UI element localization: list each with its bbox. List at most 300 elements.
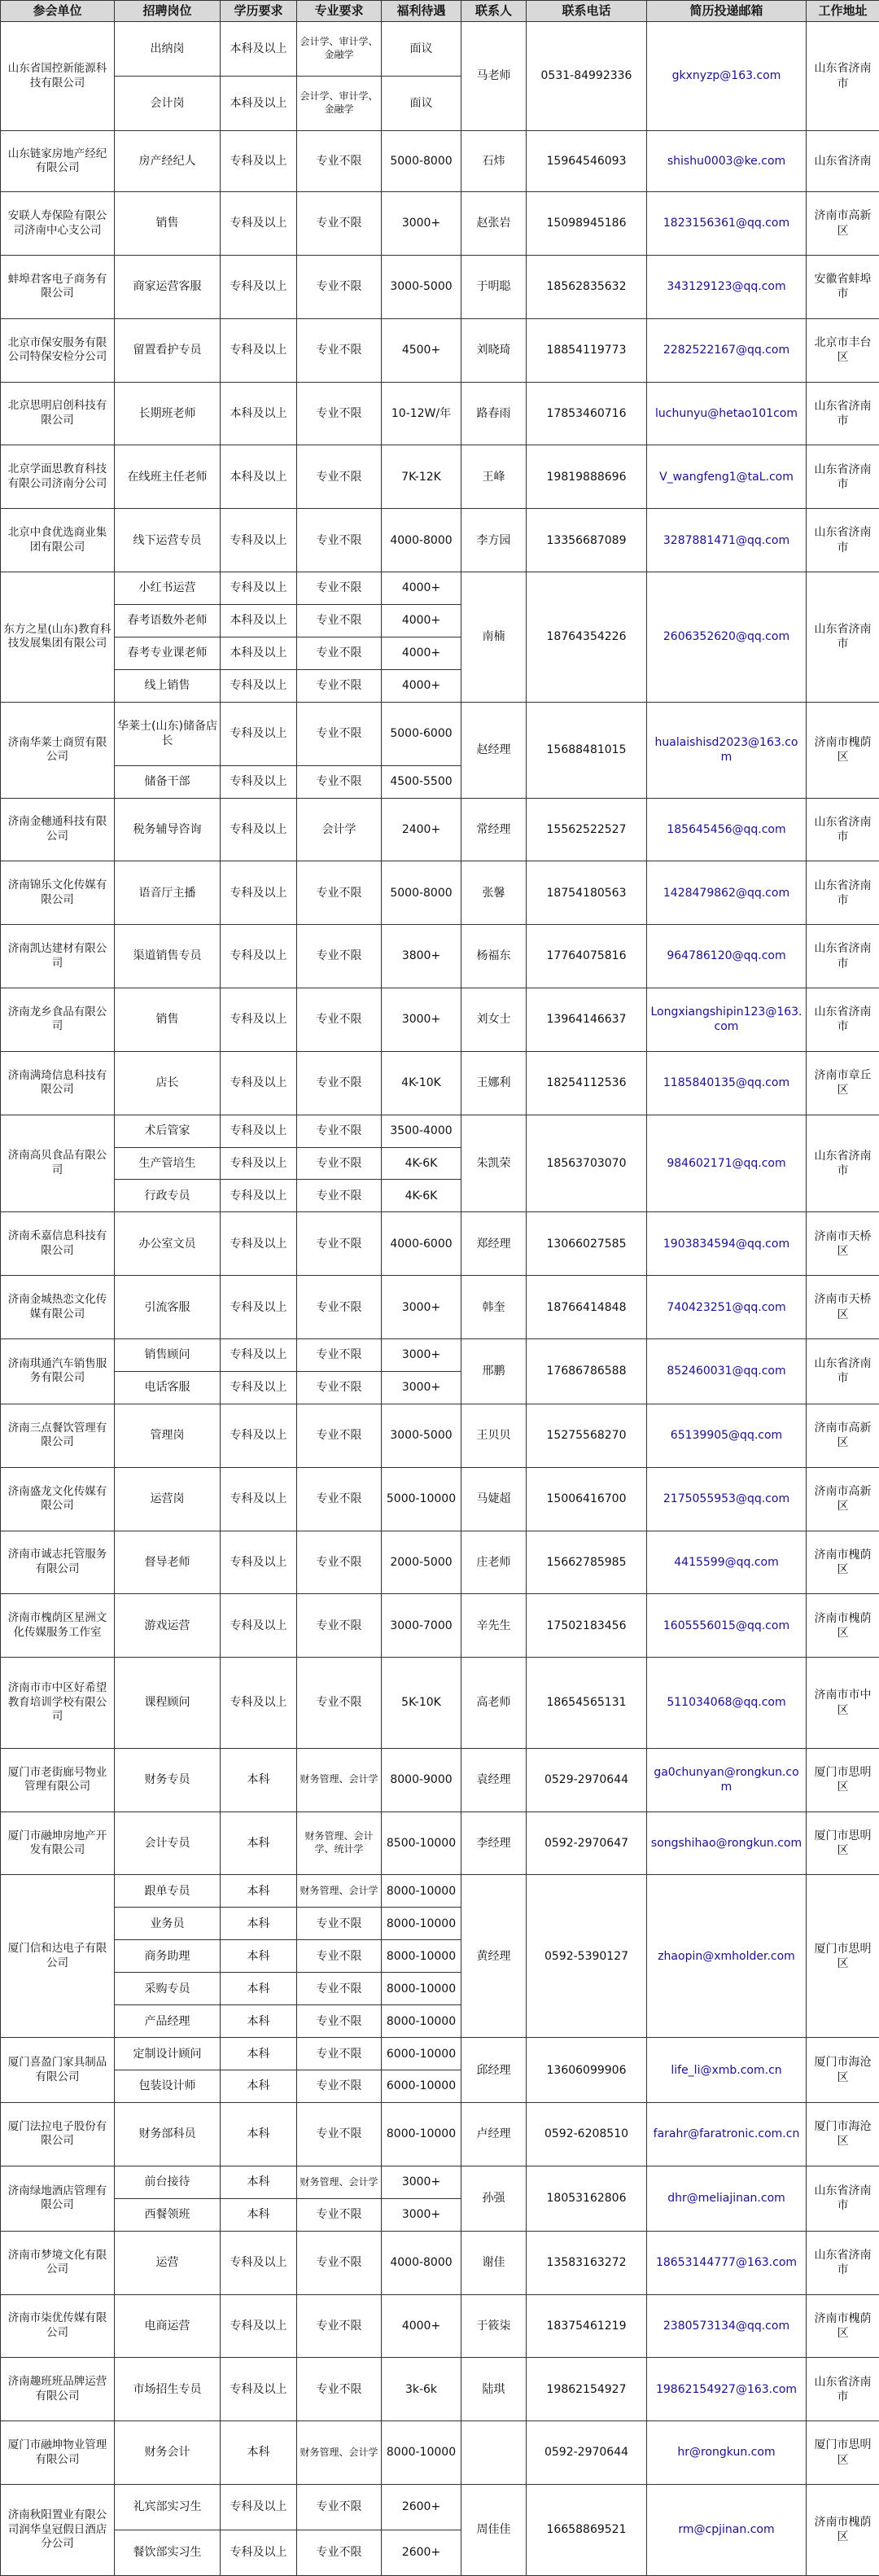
major-requirement: 专业不限 bbox=[297, 925, 382, 988]
job-position: 在线班主任老师 bbox=[115, 445, 221, 509]
work-location: 济南市槐荫区 bbox=[807, 1594, 879, 1658]
job-position: 小红书运营 bbox=[115, 572, 221, 605]
major-requirement: 专业不限 bbox=[297, 1276, 382, 1339]
contact-phone: 0592-2970644 bbox=[527, 2421, 647, 2485]
work-location: 山东省济南 bbox=[807, 131, 879, 192]
work-location: 厦门市思明区 bbox=[807, 1812, 879, 1875]
salary: 3000+ bbox=[382, 1371, 461, 1404]
company-name: 蚌埠君客电子商务有限公司 bbox=[1, 255, 115, 318]
contact-phone: 15964546093 bbox=[527, 131, 647, 192]
table-row bbox=[1, 22, 879, 77]
major-requirement: 专业不限 bbox=[297, 669, 382, 702]
work-location: 济南市槐荫区 bbox=[807, 2294, 879, 2358]
job-position: 长期班老师 bbox=[115, 382, 221, 445]
resume-email[interactable]: 19862154927@163.com bbox=[647, 2358, 807, 2421]
major-requirement: 专业不限 bbox=[297, 2484, 382, 2530]
salary: 4K-6K bbox=[382, 1180, 461, 1212]
job-position: 华莱士(山东)储备店长 bbox=[115, 702, 221, 765]
table-row bbox=[1, 1531, 879, 1594]
salary: 5000-8000 bbox=[382, 131, 461, 192]
education-requirement: 专科及以上 bbox=[221, 1658, 297, 1749]
contact-phone: 17764075816 bbox=[527, 925, 647, 988]
contact-phone: 18654565131 bbox=[527, 1658, 647, 1749]
work-location: 厦门市思明区 bbox=[807, 1875, 879, 2038]
work-location: 济南市高新区 bbox=[807, 1404, 879, 1467]
education-requirement: 本科及以上 bbox=[221, 22, 297, 77]
work-location: 山东省济南市 bbox=[807, 572, 879, 703]
company-name: 厦门市老街廊号物业管理有限公司 bbox=[1, 1748, 115, 1812]
salary: 5000-10000 bbox=[382, 1467, 461, 1531]
salary: 2600+ bbox=[382, 2530, 461, 2575]
table-row bbox=[1, 131, 879, 192]
resume-email[interactable]: luchunyu@hetao101com bbox=[647, 382, 807, 445]
resume-email[interactable]: 185645456@qq.com bbox=[647, 798, 807, 861]
education-requirement: 专科及以上 bbox=[221, 255, 297, 318]
job-position: 税务辅导咨询 bbox=[115, 798, 221, 861]
job-position: 财务会计 bbox=[115, 2421, 221, 2485]
contact-person: 韩奎 bbox=[461, 1276, 527, 1339]
company-name: 济南市市中区好希望教育培训学校有限公司 bbox=[1, 1658, 115, 1749]
company-name: 济南市梦境文化有限公司 bbox=[1, 2231, 115, 2294]
table-row bbox=[1, 1812, 879, 1875]
resume-email[interactable]: ga0chunyan@rongkun.com bbox=[647, 1748, 807, 1812]
education-requirement: 专科及以上 bbox=[221, 988, 297, 1051]
table-row bbox=[1, 445, 879, 509]
contact-phone: 13964146637 bbox=[527, 988, 647, 1051]
company-name: 济南凯达建材有限公司 bbox=[1, 925, 115, 988]
company-name: 济南绿地酒店管理有限公司 bbox=[1, 2166, 115, 2231]
job-position: 管理岗 bbox=[115, 1404, 221, 1467]
company-name: 厦门市融坤物业管理有限公司 bbox=[1, 2421, 115, 2485]
education-requirement: 专科及以上 bbox=[221, 702, 297, 765]
contact-phone: 17853460716 bbox=[527, 382, 647, 445]
company-name: 厦门喜盈门家具制品有限公司 bbox=[1, 2038, 115, 2103]
table-row bbox=[1, 2358, 879, 2421]
education-requirement: 专科及以上 bbox=[221, 2530, 297, 2575]
work-location: 厦门市思明区 bbox=[807, 1748, 879, 1812]
education-requirement: 本科 bbox=[221, 2070, 297, 2103]
education-requirement: 本科及以上 bbox=[221, 604, 297, 637]
table-row bbox=[1, 192, 879, 256]
contact-person: 于明聪 bbox=[461, 255, 527, 318]
education-requirement: 本科及以上 bbox=[221, 77, 297, 131]
table-row bbox=[1, 1404, 879, 1467]
contact-phone: 13583163272 bbox=[527, 2231, 647, 2294]
job-position: 市场招生专员 bbox=[115, 2358, 221, 2421]
major-requirement: 专业不限 bbox=[297, 1339, 382, 1372]
work-location: 山东省济南市 bbox=[807, 445, 879, 509]
resume-email[interactable]: hualaishisd2023@163.com bbox=[647, 702, 807, 798]
major-requirement: 专业不限 bbox=[297, 1180, 382, 1212]
contact-person: 郑经理 bbox=[461, 1212, 527, 1276]
major-requirement: 专业不限 bbox=[297, 765, 382, 798]
contact-phone: 0592-5390127 bbox=[527, 1875, 647, 2038]
major-requirement: 专业不限 bbox=[297, 1908, 382, 1940]
resume-email[interactable]: 964786120@qq.com bbox=[647, 925, 807, 988]
job-position: 语音厅主播 bbox=[115, 861, 221, 925]
company-name: 厦门法拉电子股份有限公司 bbox=[1, 2103, 115, 2166]
education-requirement: 专科及以上 bbox=[221, 1339, 297, 1372]
resume-email[interactable]: 2175055953@qq.com bbox=[647, 1467, 807, 1531]
resume-email[interactable]: 2380573134@qq.com bbox=[647, 2294, 807, 2358]
resume-email[interactable]: 2606352620@qq.com bbox=[647, 572, 807, 703]
company-name: 济南市槐荫区星洲文化传媒服务工作室 bbox=[1, 1594, 115, 1658]
resume-email[interactable]: hr@rongkun.com bbox=[647, 2421, 807, 2485]
major-requirement: 专业不限 bbox=[297, 1404, 382, 1467]
job-position: 留置看护专员 bbox=[115, 318, 221, 382]
company-name: 安联人寿保险有限公司济南中心支公司 bbox=[1, 192, 115, 256]
education-requirement: 专科及以上 bbox=[221, 1531, 297, 1594]
contact-phone: 18053162806 bbox=[527, 2166, 647, 2231]
company-name: 北京学面思教育科技有限公司济南分公司 bbox=[1, 445, 115, 509]
salary: 4000+ bbox=[382, 604, 461, 637]
resume-email[interactable]: 65139905@qq.com bbox=[647, 1404, 807, 1467]
job-position: 春考语数外老师 bbox=[115, 604, 221, 637]
salary: 8000-10000 bbox=[382, 1875, 461, 1908]
salary: 8500-10000 bbox=[382, 1812, 461, 1875]
education-requirement: 本科 bbox=[221, 2103, 297, 2166]
education-requirement: 专科及以上 bbox=[221, 669, 297, 702]
company-name: 厦门信和达电子有限公司 bbox=[1, 1875, 115, 2038]
company-name: 济南琪通汽车销售服务有限公司 bbox=[1, 1339, 115, 1404]
education-requirement: 专科及以上 bbox=[221, 1115, 297, 1147]
salary: 4K-10K bbox=[382, 1051, 461, 1115]
education-requirement: 专科及以上 bbox=[221, 861, 297, 925]
company-name: 山东省国控新能源科技有限公司 bbox=[1, 22, 115, 131]
education-requirement: 本科及以上 bbox=[221, 445, 297, 509]
contact-phone: 15098945186 bbox=[527, 192, 647, 256]
company-name: 济南禾嘉信息科技有限公司 bbox=[1, 1212, 115, 1276]
contact-phone: 18254112536 bbox=[527, 1051, 647, 1115]
major-requirement: 专业不限 bbox=[297, 131, 382, 192]
major-requirement: 专业不限 bbox=[297, 2530, 382, 2575]
education-requirement: 专科及以上 bbox=[221, 2231, 297, 2294]
work-location: 厦门市思明区 bbox=[807, 2421, 879, 2485]
resume-email[interactable]: rm@cpjinan.com bbox=[647, 2484, 807, 2575]
job-position: 财务专员 bbox=[115, 1748, 221, 1812]
resume-email[interactable]: 852460031@qq.com bbox=[647, 1339, 807, 1404]
job-position: 出纳岗 bbox=[115, 22, 221, 77]
resume-email[interactable]: 2282522167@qq.com bbox=[647, 318, 807, 382]
work-location: 山东省济南市 bbox=[807, 2358, 879, 2421]
education-requirement: 本科 bbox=[221, 1748, 297, 1812]
major-requirement: 专业不限 bbox=[297, 255, 382, 318]
work-location: 山东省济南市 bbox=[807, 2166, 879, 2231]
job-position: 术后管家 bbox=[115, 1115, 221, 1147]
resume-email[interactable]: 1605556015@qq.com bbox=[647, 1594, 807, 1658]
contact-phone: 18854119773 bbox=[527, 318, 647, 382]
salary: 4000-6000 bbox=[382, 1212, 461, 1276]
salary: 4500+ bbox=[382, 318, 461, 382]
resume-email[interactable]: 511034068@qq.com bbox=[647, 1658, 807, 1749]
education-requirement: 专科及以上 bbox=[221, 572, 297, 605]
major-requirement: 专业不限 bbox=[297, 382, 382, 445]
salary: 8000-10000 bbox=[382, 1908, 461, 1940]
job-position: 课程顾问 bbox=[115, 1658, 221, 1749]
table-row bbox=[1, 2166, 879, 2198]
work-location: 山东省济南市 bbox=[807, 861, 879, 925]
salary: 3000+ bbox=[382, 1276, 461, 1339]
contact-person: 路春雨 bbox=[461, 382, 527, 445]
salary: 10-12W/年 bbox=[382, 382, 461, 445]
contact-person: 卢经理 bbox=[461, 2103, 527, 2166]
work-location: 山东省济南市 bbox=[807, 988, 879, 1051]
contact-phone: 17502183456 bbox=[527, 1594, 647, 1658]
resume-email[interactable]: farahr@faratronic.com.cn bbox=[647, 2103, 807, 2166]
resume-email[interactable]: 4415599@qq.com bbox=[647, 1531, 807, 1594]
salary: 2600+ bbox=[382, 2484, 461, 2530]
major-requirement: 专业不限 bbox=[297, 1467, 382, 1531]
company-name: 济南市柒优传媒有限公司 bbox=[1, 2294, 115, 2358]
company-name: 济南高贝食品有限公司 bbox=[1, 1115, 115, 1212]
education-requirement: 专科及以上 bbox=[221, 1180, 297, 1212]
work-location: 北京市丰台区 bbox=[807, 318, 879, 382]
work-location: 济南市章丘区 bbox=[807, 1051, 879, 1115]
education-requirement: 本科及以上 bbox=[221, 382, 297, 445]
major-requirement: 财务管理、会计学 bbox=[297, 1875, 382, 1908]
job-position: 定制设计顾问 bbox=[115, 2038, 221, 2070]
education-requirement: 专科及以上 bbox=[221, 1276, 297, 1339]
contact-person: 朱凯荣 bbox=[461, 1115, 527, 1212]
table-row bbox=[1, 1748, 879, 1812]
major-requirement: 专业不限 bbox=[297, 1371, 382, 1404]
table-row bbox=[1, 1115, 879, 1147]
work-location: 济南市槐荫区 bbox=[807, 1531, 879, 1594]
table-row bbox=[1, 1339, 879, 1372]
job-position: 会计专员 bbox=[115, 1812, 221, 1875]
contact-person: 邱经理 bbox=[461, 2038, 527, 2103]
education-requirement: 专科及以上 bbox=[221, 1147, 297, 1180]
resume-email[interactable]: 3287881471@qq.com bbox=[647, 509, 807, 572]
table-row bbox=[1, 2103, 879, 2166]
company-name: 济南三点餐饮管理有限公司 bbox=[1, 1404, 115, 1467]
company-name: 济南市诚志托管服务有限公司 bbox=[1, 1531, 115, 1594]
major-requirement: 专业不限 bbox=[297, 1973, 382, 2005]
salary: 2400+ bbox=[382, 798, 461, 861]
job-position: 礼宾部实习生 bbox=[115, 2484, 221, 2530]
salary: 3000-5000 bbox=[382, 1404, 461, 1467]
education-requirement: 专科及以上 bbox=[221, 1594, 297, 1658]
company-name: 济南锦乐文化传媒有限公司 bbox=[1, 861, 115, 925]
job-position: 西餐领班 bbox=[115, 2198, 221, 2231]
work-location: 山东省济南市 bbox=[807, 925, 879, 988]
contact-person: 马老师 bbox=[461, 22, 527, 131]
major-requirement: 专业不限 bbox=[297, 1940, 382, 1973]
contact-phone: 0592-6208510 bbox=[527, 2103, 647, 2166]
major-requirement: 专业不限 bbox=[297, 2358, 382, 2421]
contact-phone: 15275568270 bbox=[527, 1404, 647, 1467]
contact-person: 赵经理 bbox=[461, 702, 527, 798]
contact-phone: 0531-84992336 bbox=[527, 22, 647, 131]
resume-email[interactable]: 343129123@qq.com bbox=[647, 255, 807, 318]
major-requirement: 会计学、审计学、金融学 bbox=[297, 77, 382, 131]
resume-email[interactable]: 18653144777@163.com bbox=[647, 2231, 807, 2294]
contact-phone: 15006416700 bbox=[527, 1467, 647, 1531]
table-row bbox=[1, 1276, 879, 1339]
resume-email[interactable]: V_wangfeng1@taL.com bbox=[647, 445, 807, 509]
contact-person: 于筱柒 bbox=[461, 2294, 527, 2358]
major-requirement: 会计学、审计学、金融学 bbox=[297, 22, 382, 77]
education-requirement: 本科 bbox=[221, 2166, 297, 2198]
contact-person: 袁经理 bbox=[461, 1748, 527, 1812]
resume-email[interactable]: 1428479862@qq.com bbox=[647, 861, 807, 925]
contact-phone: 15562522527 bbox=[527, 798, 647, 861]
major-requirement: 专业不限 bbox=[297, 2038, 382, 2070]
contact-person: 刘女士 bbox=[461, 988, 527, 1051]
salary: 3k-6k bbox=[382, 2358, 461, 2421]
salary: 5000-6000 bbox=[382, 702, 461, 765]
contact-person: 石炜 bbox=[461, 131, 527, 192]
education-requirement: 专科及以上 bbox=[221, 318, 297, 382]
job-position: 线上销售 bbox=[115, 669, 221, 702]
resume-email[interactable]: dhr@meliajinan.com bbox=[647, 2166, 807, 2231]
contact-person: 李经理 bbox=[461, 1812, 527, 1875]
education-requirement: 专科及以上 bbox=[221, 192, 297, 256]
contact-person: 邢鹏 bbox=[461, 1339, 527, 1404]
contact-phone: 18764354226 bbox=[527, 572, 647, 703]
job-position: 电话客服 bbox=[115, 1371, 221, 1404]
education-requirement: 本科 bbox=[221, 1908, 297, 1940]
resume-email[interactable]: 1823156361@qq.com bbox=[647, 192, 807, 256]
contact-phone: 13066027585 bbox=[527, 1212, 647, 1276]
contact-phone: 19819888696 bbox=[527, 445, 647, 509]
header-major: 专业要求 bbox=[297, 1, 382, 22]
education-requirement: 专科及以上 bbox=[221, 765, 297, 798]
major-requirement: 专业不限 bbox=[297, 1212, 382, 1276]
resume-email[interactable]: 1185840135@qq.com bbox=[647, 1051, 807, 1115]
table-row bbox=[1, 798, 879, 861]
work-location: 山东省济南市 bbox=[807, 509, 879, 572]
work-location: 济南市高新区 bbox=[807, 192, 879, 256]
major-requirement: 财务管理、会计学 bbox=[297, 2166, 382, 2198]
header-salary: 福利待遇 bbox=[382, 1, 461, 22]
work-location: 济南市槐荫区 bbox=[807, 702, 879, 798]
company-name: 北京市保安服务有限公司特保安检分公司 bbox=[1, 318, 115, 382]
job-position: 销售 bbox=[115, 192, 221, 256]
salary: 4K-6K bbox=[382, 1147, 461, 1180]
contact-phone: 0592-2970647 bbox=[527, 1812, 647, 1875]
header-education: 学历要求 bbox=[221, 1, 297, 22]
contact-phone: 18766414848 bbox=[527, 1276, 647, 1339]
education-requirement: 本科 bbox=[221, 1812, 297, 1875]
education-requirement: 专科及以上 bbox=[221, 1467, 297, 1531]
company-name: 山东链家房地产经纪有限公司 bbox=[1, 131, 115, 192]
salary: 4000+ bbox=[382, 2294, 461, 2358]
table-row bbox=[1, 1051, 879, 1115]
table-row bbox=[1, 861, 879, 925]
job-position: 储备干部 bbox=[115, 765, 221, 798]
salary: 2000-5000 bbox=[382, 1531, 461, 1594]
major-requirement: 专业不限 bbox=[297, 1147, 382, 1180]
job-position: 运营岗 bbox=[115, 1467, 221, 1531]
job-position: 业务员 bbox=[115, 1908, 221, 1940]
job-position: 产品经理 bbox=[115, 2005, 221, 2038]
education-requirement: 本科 bbox=[221, 2198, 297, 2231]
salary: 7K-12K bbox=[382, 445, 461, 509]
header-phone: 联系电话 bbox=[527, 1, 647, 22]
work-location: 厦门市海沧区 bbox=[807, 2038, 879, 2103]
contact-phone: 0529-2970644 bbox=[527, 1748, 647, 1812]
resume-email[interactable]: 740423251@qq.com bbox=[647, 1276, 807, 1339]
header-email: 简历投递邮箱 bbox=[647, 1, 807, 22]
job-table-body bbox=[1, 22, 879, 2576]
table-row bbox=[1, 382, 879, 445]
resume-email[interactable]: life_li@xmb.com.cn bbox=[647, 2038, 807, 2103]
salary: 3800+ bbox=[382, 925, 461, 988]
salary: 3000+ bbox=[382, 2198, 461, 2231]
major-requirement: 专业不限 bbox=[297, 1115, 382, 1147]
major-requirement: 专业不限 bbox=[297, 604, 382, 637]
job-position: 行政专员 bbox=[115, 1180, 221, 1212]
company-name: 济南龙乡食品有限公司 bbox=[1, 988, 115, 1051]
job-position: 商家运营客服 bbox=[115, 255, 221, 318]
major-requirement: 专业不限 bbox=[297, 2103, 382, 2166]
salary: 3000+ bbox=[382, 192, 461, 256]
resume-email[interactable]: 1903834594@qq.com bbox=[647, 1212, 807, 1276]
salary: 3000-7000 bbox=[382, 1594, 461, 1658]
salary: 6000-10000 bbox=[382, 2070, 461, 2103]
table-row bbox=[1, 509, 879, 572]
salary: 3000+ bbox=[382, 2166, 461, 2198]
table-row bbox=[1, 1467, 879, 1531]
major-requirement: 会计学 bbox=[297, 798, 382, 861]
work-location: 济南市槐荫区 bbox=[807, 2484, 879, 2575]
company-name: 济南趣班班品牌运营有限公司 bbox=[1, 2358, 115, 2421]
table-row bbox=[1, 2421, 879, 2485]
education-requirement: 本科 bbox=[221, 1973, 297, 2005]
major-requirement: 专业不限 bbox=[297, 988, 382, 1051]
resume-email[interactable]: songshihao@rongkun.com bbox=[647, 1812, 807, 1875]
contact-phone: 13356687089 bbox=[527, 509, 647, 572]
table-row bbox=[1, 2484, 879, 2530]
work-location: 山东省济南市 bbox=[807, 1339, 879, 1404]
table-row bbox=[1, 572, 879, 605]
resume-email[interactable]: shishu0003@ke.com bbox=[647, 131, 807, 192]
education-requirement: 专科及以上 bbox=[221, 1371, 297, 1404]
work-location: 安徽省蚌埠市 bbox=[807, 255, 879, 318]
education-requirement: 专科及以上 bbox=[221, 131, 297, 192]
table-row bbox=[1, 2038, 879, 2070]
salary: 8000-10000 bbox=[382, 1973, 461, 2005]
table-row bbox=[1, 702, 879, 765]
job-position: 财务部科员 bbox=[115, 2103, 221, 2166]
header-row bbox=[1, 1, 879, 22]
job-position: 办公室文员 bbox=[115, 1212, 221, 1276]
salary: 面议 bbox=[382, 22, 461, 77]
contact-phone: 15688481015 bbox=[527, 702, 647, 798]
resume-email[interactable]: 984602171@qq.com bbox=[647, 1115, 807, 1212]
contact-person: 陆琪 bbox=[461, 2358, 527, 2421]
salary: 4000-8000 bbox=[382, 509, 461, 572]
contact-person: 周佳佳 bbox=[461, 2484, 527, 2575]
table-row bbox=[1, 2294, 879, 2358]
contact-person: 庄老师 bbox=[461, 1531, 527, 1594]
resume-email[interactable]: zhaopin@xmholder.com bbox=[647, 1875, 807, 2038]
education-requirement: 专科及以上 bbox=[221, 1404, 297, 1467]
salary: 8000-9000 bbox=[382, 1748, 461, 1812]
resume-email[interactable]: Longxiangshipin123@163.com bbox=[647, 988, 807, 1051]
company-name: 东方之星(山东)教育科技发展集团有限公司 bbox=[1, 572, 115, 703]
work-location: 厦门市海沧区 bbox=[807, 2103, 879, 2166]
major-requirement: 财务管理、会计学 bbox=[297, 1748, 382, 1812]
table-row bbox=[1, 925, 879, 988]
job-position: 采购专员 bbox=[115, 1973, 221, 2005]
major-requirement: 专业不限 bbox=[297, 1051, 382, 1115]
resume-email[interactable]: gkxnyzp@163.com bbox=[647, 22, 807, 131]
contact-phone: 18375461219 bbox=[527, 2294, 647, 2358]
work-location: 济南市天桥区 bbox=[807, 1212, 879, 1276]
job-position: 房产经纪人 bbox=[115, 131, 221, 192]
